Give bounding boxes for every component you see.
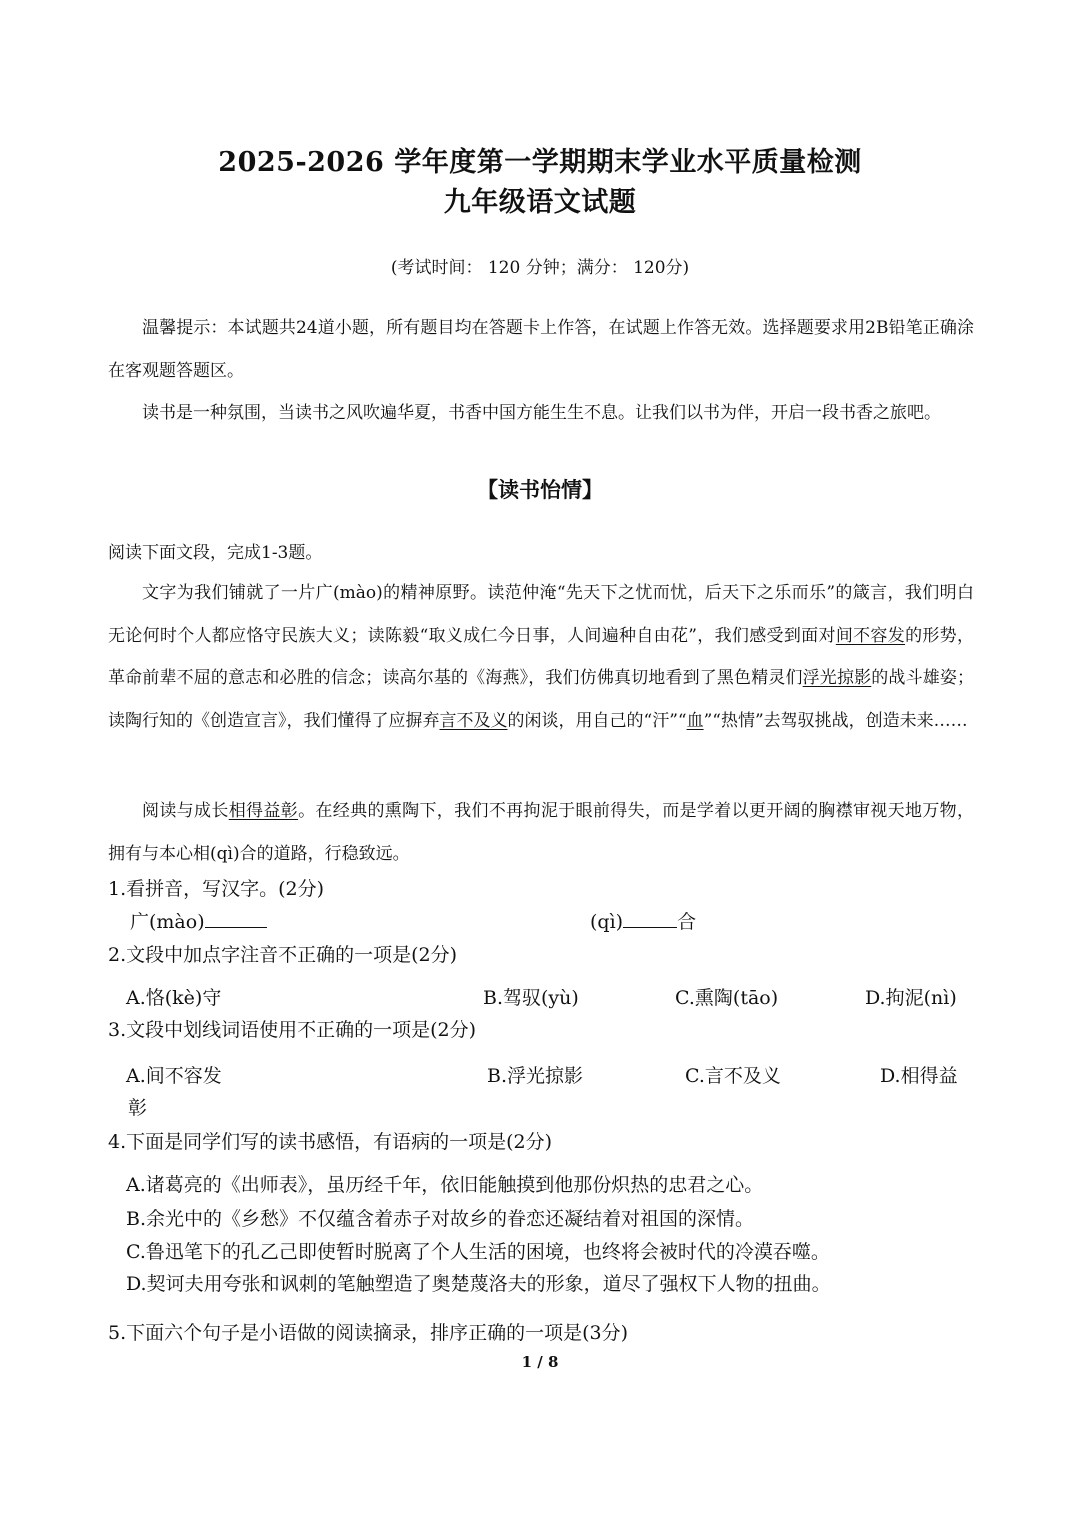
question-3-option-c: C.言不及义 bbox=[685, 1065, 781, 1087]
section-heading: 【读书怡情】 bbox=[477, 477, 603, 502]
exam-title: 2025-2026 学年度第一学期期末学业水平质量检测 bbox=[218, 147, 862, 178]
passage-paragraph-1 bbox=[108, 572, 974, 742]
question-3-option-a: A.间不容发 bbox=[126, 1065, 222, 1087]
question-1-blank-b bbox=[590, 907, 696, 934]
underlined-term: 相得益彰 bbox=[228, 801, 299, 821]
question-3-option-d-wrap: 彰 bbox=[128, 1097, 148, 1119]
question-5-stem: 5.下面六个句子是小语做的阅读摘录，排序正确的一项是(3分) bbox=[108, 1322, 629, 1344]
pinyin-prompt: 广(mào) bbox=[130, 911, 205, 933]
notice-text: 温馨提示：本试题共24道小题，所有题目均在答题卡上作答，在试题上作答无效。选择题要求用2B铅笔正确涂在客观题答题区。 bbox=[108, 318, 974, 381]
question-4-option-c: C.鲁迅笔下的孔乙己即使暂时脱离了个人生活的困境，也终将会被时代的冷漠吞噬。 bbox=[126, 1241, 830, 1263]
question-4-option-a: A.诸葛亮的《出师表》，虽历经千年，依旧能触摸到他那份炽热的忠君之心。 bbox=[126, 1174, 764, 1196]
question-2-option-c: C.熏陶(tāo) bbox=[675, 987, 779, 1009]
question-3-option-b: B.浮光掠影 bbox=[487, 1065, 584, 1087]
exam-subtitle: 九年级语文试题 bbox=[443, 187, 637, 218]
question-4-stem: 4.下面是同学们写的读书感悟，有语病的一项是(2分) bbox=[108, 1131, 553, 1153]
question-1-blank-a bbox=[130, 907, 267, 934]
passage-text: 的闲谈，用自己的“汗”“ bbox=[507, 710, 687, 731]
intro-text: 读书是一种氛围，当读书之风吹遍华夏，书香中国方能生生不息。让我们以书为伴，开启一段书香之旅吧。 bbox=[142, 403, 941, 423]
passage-text: ”“热情”去驾驭挑战，创造未来…… bbox=[703, 710, 968, 731]
passage-text: 文字为我们铺就了一片广(mào)的精神原野。读范仲淹“先天下之忧而忧，后天下之乐而乐”的箴言，我们明白无论何时个人都应恪守民族大义；读陈毅“取义成仁今日事，人间遍种自由花”，我们感受到面对 bbox=[108, 583, 974, 646]
passage-text: 阅读与成长 bbox=[142, 801, 229, 821]
pinyin-prompt: (qì) bbox=[590, 911, 624, 933]
question-2-option-b: B.驾驭(yù) bbox=[483, 987, 579, 1009]
pinyin-suffix: 合 bbox=[677, 911, 697, 933]
question-2-option-a: A.恪(kè)守 bbox=[126, 987, 222, 1009]
underlined-term: 浮光掠影 bbox=[802, 668, 872, 688]
question-3-option-d: D.相得益 bbox=[880, 1065, 958, 1087]
answer-blank bbox=[623, 909, 677, 928]
question-4-option-b: B.余光中的《乡愁》不仅蕴含着赤子对故乡的眷恋还凝结着对祖国的深情。 bbox=[126, 1208, 755, 1230]
underlined-term: 言不及义 bbox=[439, 710, 508, 731]
question-4-option-d: D.契诃夫用夸张和讽刺的笔触塑造了奥楚蔑洛夫的形象，道尽了强权下人物的扭曲。 bbox=[126, 1273, 831, 1295]
question-1-stem: 1.看拼音，写汉字。(2分) bbox=[108, 878, 325, 900]
passage-paragraph-2 bbox=[108, 790, 974, 875]
question-2-stem: 2.文段中加点字注音不正确的一项是(2分) bbox=[108, 944, 458, 966]
question-3-stem: 3.文段中划线词语使用不正确的一项是(2分) bbox=[108, 1019, 477, 1041]
passage-text: 。在经典的熏陶下，我们不再拘泥于眼前得失，而是学着以更开阔的胸襟审视天地万物，拥有与本心相(qì)合的道路，行稳致远。 bbox=[108, 801, 975, 864]
underlined-term: 间不容发 bbox=[835, 625, 906, 646]
page-number: 1 / 8 bbox=[521, 1353, 559, 1371]
underlined-term: 血 bbox=[686, 710, 704, 731]
reading-instruction: 阅读下面文段，完成1-3题。 bbox=[108, 543, 323, 563]
passage-text: 的形势，革命前辈不屈的意志和必胜的信念；读高尔基的《海燕》，我们仿佛真切地看到了黑色精灵们 bbox=[108, 625, 974, 688]
exam-info: (考试时间： 120 分钟；满分： 120分) bbox=[390, 258, 690, 278]
answer-blank bbox=[205, 909, 267, 928]
passage-text: 的战斗雄姿；读陶行知的《创造宣言》，我们懂得了应摒弃 bbox=[108, 668, 975, 731]
question-2-option-d: D.拘泥(nì) bbox=[865, 987, 957, 1009]
